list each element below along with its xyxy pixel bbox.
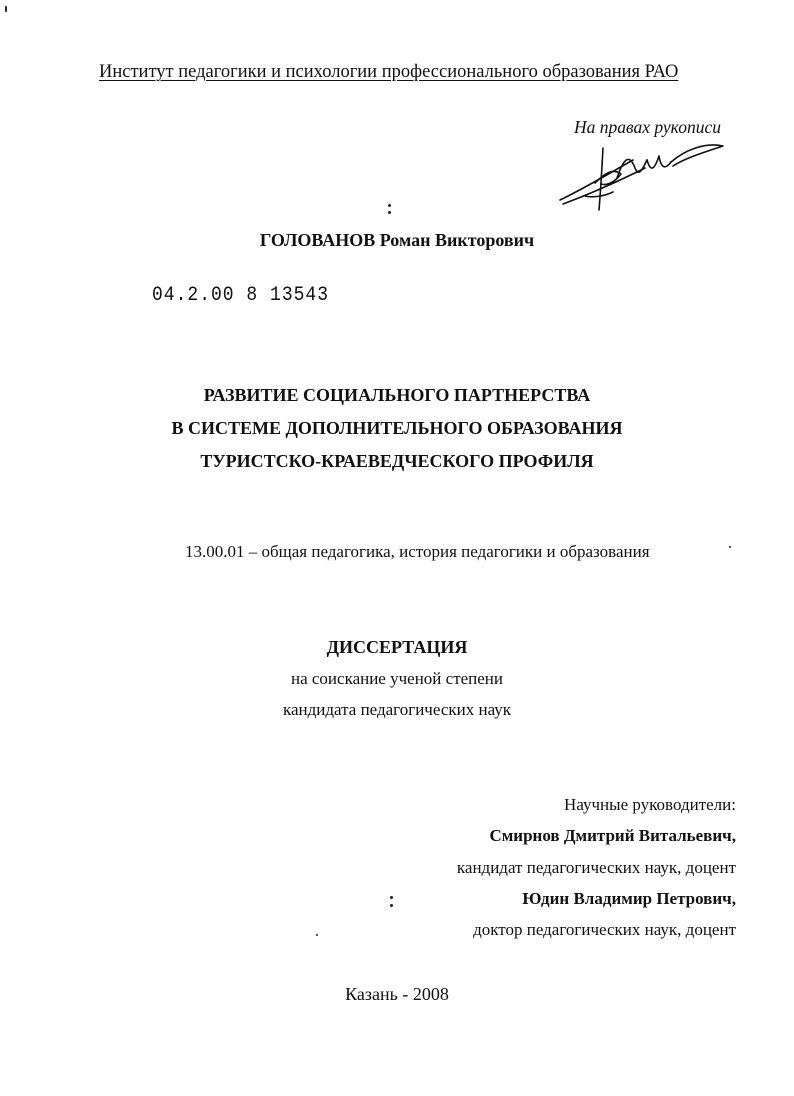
scan-speck: [390, 896, 393, 899]
scan-speck: [729, 546, 731, 548]
degree-line-1: на соискание ученой степени: [290, 669, 504, 688]
document-type: ДИССЕРТАЦИЯ: [326, 637, 468, 657]
dissertation-title-line-2: В СИСТЕМЕ ДОПОЛНИТЕЛЬНОГО ОБРАЗОВАНИЯ: [171, 418, 623, 438]
dissertation-title-line-3: ТУРИСТСКО-КРАЕВЕДЧЕСКОГО ПРОФИЛЯ: [200, 451, 594, 471]
supervisor-2-name: Юдин Владимир Петрович,: [522, 889, 736, 908]
scan-speck: [316, 934, 318, 936]
library-registration-number: 04.2.00 8 13543: [152, 284, 330, 307]
scan-speck: [390, 904, 393, 907]
dissertation-title-line-1: РАЗВИТИЕ СОЦИАЛЬНОГО ПАРТНЕРСТВА: [203, 385, 591, 405]
degree-line-2: кандидата педагогических наук: [282, 700, 512, 719]
handwritten-signature: [555, 138, 730, 213]
manuscript-rights-note: На правах рукописи: [574, 117, 721, 137]
specialty-code: 13.00.01 – общая педагогика, история педагогики и образования: [185, 542, 650, 561]
supervisor-1-name: Смирнов Дмитрий Витальевич,: [489, 826, 736, 845]
supervisors-heading: Научные руководители:: [564, 795, 736, 814]
supervisor-2-title: доктор педагогических наук, доцент: [473, 920, 736, 939]
institute-name: Институт педагогики и психологии профессионального образования РАО: [99, 62, 679, 82]
city-year: Казань - 2008: [345, 984, 449, 1004]
scan-speck: [388, 204, 391, 207]
author-name: ГОЛОВАНОВ Роман Викторович: [259, 230, 535, 250]
scan-speck: [388, 211, 391, 214]
supervisor-1-title: кандидат педагогических наук, доцент: [456, 858, 736, 877]
scan-speck: [5, 6, 7, 12]
